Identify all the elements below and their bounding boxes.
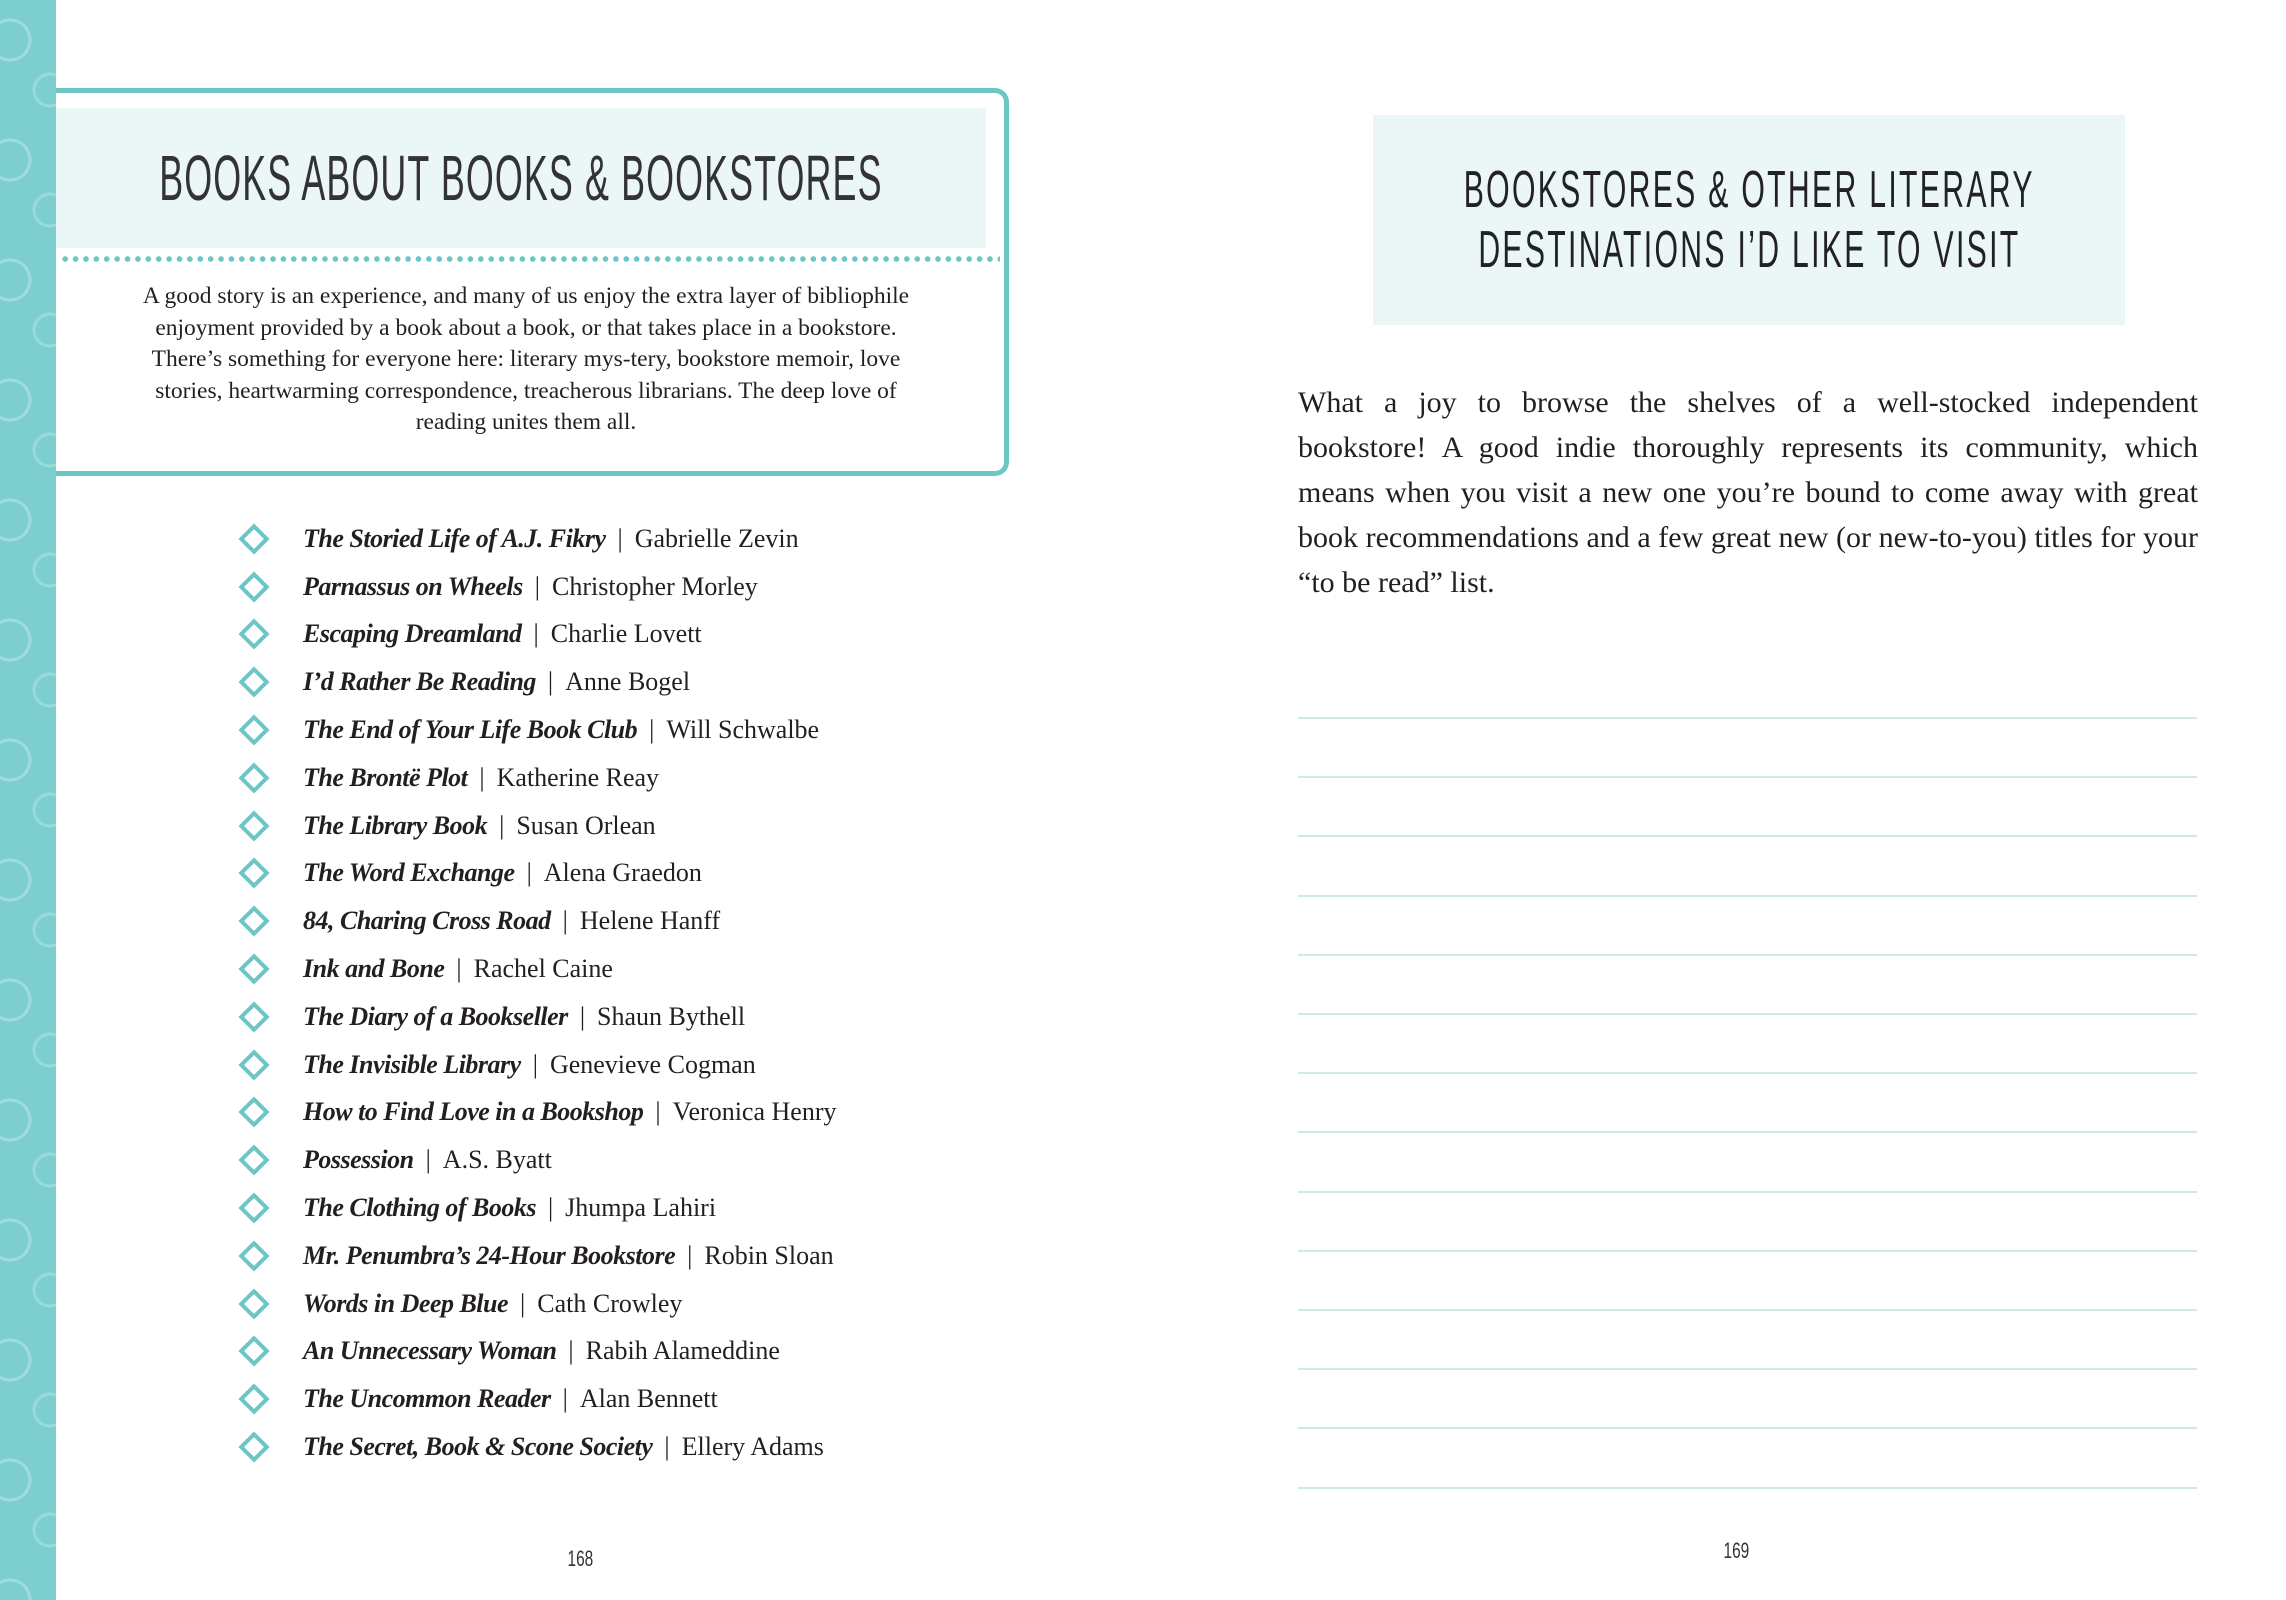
- separator: |: [533, 619, 539, 649]
- diamond-bullet-icon: [238, 810, 269, 841]
- writing-line[interactable]: [1298, 1487, 2197, 1489]
- book-author: Rabih Alameddine: [585, 1336, 780, 1366]
- book-title: Parnassus on Wheels: [303, 571, 523, 601]
- diamond-bullet-icon: [238, 762, 269, 793]
- right-title-banner: [1373, 115, 2125, 325]
- book-list-item: [235, 658, 836, 706]
- separator: |: [649, 715, 655, 745]
- writing-line[interactable]: [1298, 1427, 2197, 1429]
- separator: |: [568, 1336, 574, 1366]
- book-title: How to Find Love in a Bookshop: [303, 1097, 644, 1127]
- book-title: The Library Book: [303, 810, 488, 840]
- book-author: Charlie Lovett: [550, 619, 702, 649]
- left-title-banner: [56, 108, 986, 248]
- book-author: Christopher Morley: [551, 571, 758, 601]
- diamond-bullet-icon: [238, 715, 269, 746]
- diamond-bullet-icon: [238, 1049, 269, 1080]
- writing-line[interactable]: [1298, 1131, 2197, 1133]
- book-list-item: [235, 1136, 836, 1184]
- book-title: The Diary of a Bookseller: [303, 1001, 568, 1031]
- writing-line[interactable]: [1298, 895, 2197, 897]
- separator: |: [579, 1001, 586, 1031]
- book-title: Escaping Dreamland: [303, 619, 522, 649]
- book-list-item: [235, 563, 836, 611]
- diamond-bullet-icon: [238, 619, 269, 650]
- diamond-bullet-icon: [238, 1240, 269, 1271]
- diamond-bullet-icon: [238, 1336, 269, 1367]
- book-author: Gabrielle Zevin: [634, 523, 799, 553]
- diamond-bullet-icon: [238, 1431, 269, 1462]
- book-title: 84, Charing Cross Road: [303, 906, 551, 936]
- book-author: A.S. Byatt: [442, 1145, 552, 1175]
- writing-line[interactable]: [1298, 717, 2197, 719]
- book-author: Helene Hanff: [579, 906, 721, 936]
- book-title: I’d Rather Be Reading: [303, 667, 536, 697]
- diamond-bullet-icon: [238, 954, 269, 985]
- book-title: An Unnecessary Woman: [303, 1336, 557, 1366]
- writing-line[interactable]: [1298, 835, 2197, 837]
- book-title: The Clothing of Books: [303, 1193, 536, 1223]
- book-list-item: [235, 754, 836, 802]
- book-author: Genevieve Cogman: [549, 1049, 756, 1079]
- book-title: The Word Exchange: [303, 858, 515, 888]
- book-title: The Brontë Plot: [303, 762, 468, 792]
- book-list-item: [235, 1423, 836, 1471]
- book-list-item: [235, 993, 836, 1041]
- diamond-bullet-icon: [238, 906, 269, 937]
- diamond-bullet-icon: [238, 1145, 269, 1176]
- right-intro-text: What a joy to browse the shelves of a well-stocked independent bookstore! A good indie thoroughly represents its community, which means when you visit a new one you’re bound to come away with great book recommendations and a few great new (or new-to-you) titles for your “to be read” list.: [1298, 386, 2198, 599]
- book-title: Possession: [303, 1145, 414, 1175]
- writing-line[interactable]: [1298, 1309, 2197, 1311]
- diamond-bullet-icon: [238, 523, 269, 554]
- book-title: The Invisible Library: [303, 1049, 521, 1079]
- book-author: Alan Bennett: [579, 1384, 718, 1414]
- writing-line[interactable]: [1298, 1368, 2197, 1370]
- dotted-divider: [60, 255, 1000, 263]
- book-list-item: [235, 850, 836, 898]
- right-title-line-2: DESTINATIONS I’D LIKE TO VISIT: [1477, 221, 2021, 279]
- decorative-side-strip: [0, 0, 56, 1600]
- book-list-item: [235, 897, 836, 945]
- separator: |: [547, 1193, 554, 1223]
- book-list-item: [235, 1280, 836, 1328]
- book-list-item: [235, 1041, 836, 1089]
- book-list-item: [235, 706, 836, 754]
- separator: |: [499, 810, 505, 840]
- writing-line[interactable]: [1298, 1191, 2197, 1193]
- diamond-bullet-icon: [238, 667, 269, 698]
- book-title: The Storied Life of A.J. Fikry: [303, 523, 606, 553]
- separator: |: [562, 1384, 568, 1414]
- book-author: Cath Crowley: [537, 1288, 683, 1318]
- separator: |: [534, 571, 540, 601]
- diamond-bullet-icon: [238, 1097, 269, 1128]
- writing-line[interactable]: [1298, 954, 2197, 956]
- book-author: Shaun Bythell: [597, 1001, 746, 1031]
- book-list: [235, 515, 836, 1471]
- book-title: The Secret, Book & Scone Society: [303, 1432, 653, 1462]
- diamond-bullet-icon: [238, 858, 269, 889]
- diamond-bullet-icon: [238, 571, 269, 602]
- diamond-bullet-icon: [238, 1192, 269, 1223]
- book-list-item: [235, 611, 836, 659]
- separator: |: [547, 667, 554, 697]
- separator: |: [655, 1097, 661, 1127]
- diamond-bullet-icon: [238, 1001, 269, 1032]
- book-list-item: [235, 1328, 836, 1376]
- right-title-line-1: BOOKSTORES & OTHER LITERARY: [1463, 161, 2035, 219]
- book-list-item: [235, 1232, 836, 1280]
- separator: |: [425, 1145, 431, 1175]
- book-author: Veronica Henry: [672, 1097, 837, 1127]
- page-number-left: 168: [567, 1546, 594, 1571]
- book-author: Ellery Adams: [681, 1432, 824, 1462]
- page-number-right: 169: [1723, 1538, 1750, 1563]
- separator: |: [687, 1240, 693, 1270]
- book-title: Mr. Penumbra’s 24-Hour Bookstore: [303, 1240, 676, 1270]
- book-list-item: [235, 515, 836, 563]
- writing-line[interactable]: [1298, 1013, 2197, 1015]
- book-author: Robin Sloan: [704, 1240, 834, 1270]
- book-list-item: [235, 1184, 836, 1232]
- book-list-item: [235, 802, 836, 850]
- book-list-item: [235, 1375, 836, 1423]
- book-author: Katherine Reay: [496, 762, 660, 792]
- book-author: Alena Graedon: [543, 858, 702, 888]
- book-list-item: [235, 945, 836, 993]
- separator: |: [562, 906, 568, 936]
- book-author: Jhumpa Lahiri: [565, 1193, 717, 1223]
- book-list-item: [235, 1089, 836, 1137]
- separator: |: [479, 762, 485, 792]
- book-author: Anne Bogel: [565, 667, 691, 697]
- separator: |: [617, 523, 623, 553]
- book-author: Rachel Caine: [473, 954, 613, 984]
- book-title: Ink and Bone: [303, 954, 445, 984]
- separator: |: [664, 1432, 670, 1462]
- book-author: Will Schwalbe: [666, 715, 820, 745]
- separator: |: [532, 1049, 538, 1079]
- writing-line[interactable]: [1298, 1072, 2197, 1074]
- writing-line[interactable]: [1298, 1250, 2197, 1252]
- separator: |: [456, 954, 462, 984]
- writing-line[interactable]: [1298, 776, 2197, 778]
- separator: |: [526, 858, 532, 888]
- book-author: Susan Orlean: [516, 810, 656, 840]
- book-title: The Uncommon Reader: [303, 1384, 551, 1414]
- diamond-bullet-icon: [238, 1384, 269, 1415]
- diamond-bullet-icon: [238, 1288, 269, 1319]
- separator: |: [520, 1288, 526, 1318]
- book-title: The End of Your Life Book Club: [303, 715, 638, 745]
- book-title: Words in Deep Blue: [303, 1288, 509, 1318]
- left-intro-text: A good story is an experience, and many of us enjoy the extra layer of bibliophile enjoyment provided by a book about a book, or that takes place in a bookstore. There’s something for everyone here: literary mys-tery, bookstore memoir, love stories, heartwarming correspondence, treacherous librarians. The deep love of reading unites them all.: [142, 283, 910, 435]
- left-header-frame: [56, 88, 1009, 476]
- left-page-title: BOOKS ABOUT BOOKS & BOOKSTORES: [159, 142, 883, 214]
